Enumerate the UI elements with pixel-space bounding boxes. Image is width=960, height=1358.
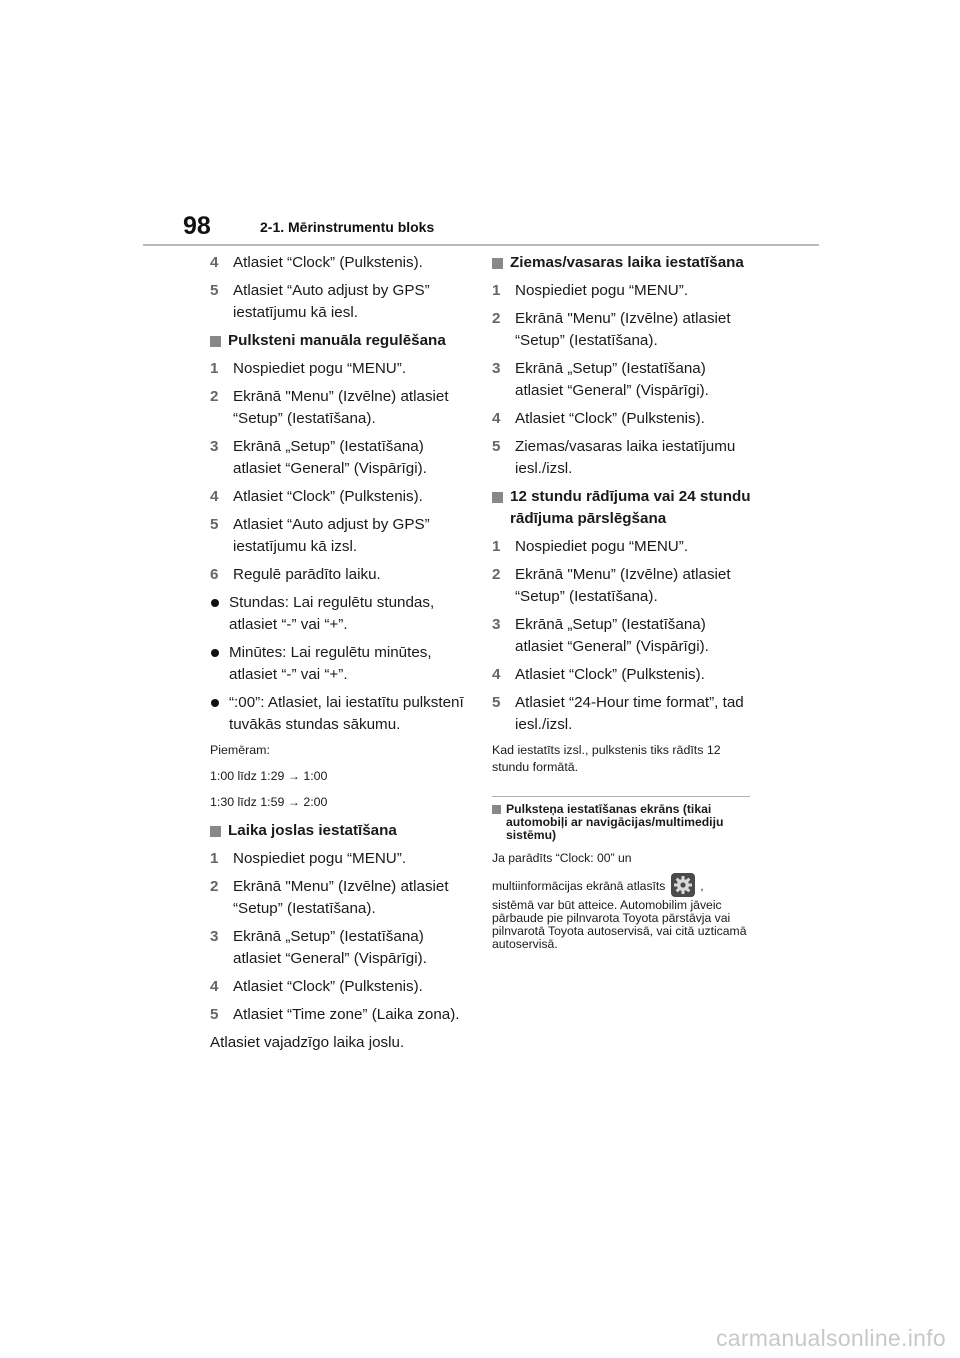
bullet-item	[210, 642, 472, 686]
section-heading-manual	[210, 330, 472, 352]
bullet-text: Minūtes: Lai regulētu minūtes, atlasiet “-” vai “+”.	[229, 644, 432, 683]
square-bullet-icon	[492, 805, 501, 814]
heading-text: Ziemas/vasaras laika iestatīšana	[510, 254, 744, 271]
arrow-right-icon: →	[287, 795, 300, 809]
example-from: 1:30 līdz 1:59	[210, 795, 285, 809]
step	[210, 564, 472, 586]
step-number: 5	[210, 1006, 219, 1023]
page-number: 98	[183, 212, 211, 240]
step-number: 2	[492, 566, 501, 583]
step	[210, 358, 472, 380]
step-text: Ekrānā „Setup” (Iestatīšana) atlasiet “General” (Vispārīgi).	[515, 360, 709, 399]
step-text: Ekrānā "Menu” (Izvēlne) atlasiet “Setup” (Iestatīšana).	[515, 310, 731, 349]
bullet-text: Stundas: Lai regulētu stundas, atlasiet “-” vai “+”.	[229, 594, 435, 633]
step-number: 3	[210, 928, 219, 945]
step-text: Nospiediet pogu “MENU”.	[515, 538, 689, 555]
step-text: Nospiediet pogu “MENU”.	[233, 360, 407, 377]
step	[210, 386, 472, 430]
step-number: 4	[210, 488, 219, 505]
step-number: 6	[210, 566, 219, 583]
square-bullet-icon	[210, 336, 221, 347]
step	[210, 848, 472, 870]
section-heading-timezone	[210, 820, 472, 842]
step	[492, 358, 756, 402]
step-number: 4	[492, 666, 501, 683]
bullet-item	[210, 592, 472, 636]
step-text: Atlasiet “Clock” (Pulkstenis).	[515, 666, 705, 683]
section-heading-format	[492, 486, 756, 530]
step-text: Atlasiet “Auto adjust by GPS” iestatījumu kā iesl.	[233, 282, 430, 321]
example-label: Piemēram:	[210, 743, 270, 757]
step-number: 2	[492, 310, 501, 327]
step-text: Atlasiet “Time zone” (Laika zona).	[233, 1006, 460, 1023]
step	[492, 308, 756, 352]
step	[210, 876, 472, 920]
step	[492, 436, 756, 480]
square-bullet-icon	[210, 826, 221, 837]
step-number: 2	[210, 878, 219, 895]
square-bullet-icon	[492, 492, 503, 503]
step	[210, 1004, 472, 1026]
note-divider	[492, 796, 750, 797]
step-text: Atlasiet “Clock” (Pulkstenis).	[515, 410, 705, 427]
right-column	[492, 252, 756, 951]
section-title: 2-1. Mērinstrumentu bloks	[260, 219, 435, 235]
step	[210, 926, 472, 970]
left-column	[210, 252, 472, 1060]
note-body	[492, 852, 756, 951]
note-text: ,	[700, 879, 704, 893]
heading-text: Laika joslas iestatīšana	[228, 822, 397, 839]
step	[492, 408, 756, 430]
step-number: 1	[210, 360, 219, 377]
heading-text: 12 stundu rādījuma vai 24 stundu rādījuma pārslēgšana	[510, 488, 751, 527]
heading-text: Pulksteni manuāla regulēšana	[228, 332, 446, 349]
step-text: Nospiediet pogu “MENU”.	[233, 850, 407, 867]
note-heading	[492, 803, 756, 842]
step-text: Regulē parādīto laiku.	[233, 566, 381, 583]
step-text: Atlasiet “Clock” (Pulkstenis).	[233, 978, 423, 995]
step	[210, 436, 472, 480]
step-number: 5	[492, 694, 501, 711]
step-text: Ekrānā „Setup” (Iestatīšana) atlasiet “General” (Vispārīgi).	[515, 616, 709, 655]
example-to: 2:00	[303, 795, 328, 809]
note-text: multiinformācijas ekrānā atlasīts	[492, 879, 666, 893]
square-bullet-icon	[492, 258, 503, 269]
note-line	[492, 873, 756, 899]
step-text: Ziemas/vasaras laika iestatījumu iesl./izsl.	[515, 438, 736, 477]
step-text: Atlasiet “24-Hour time format”, tad iesl./izsl.	[515, 694, 744, 733]
format-note: Kad iestatīts izsl., pulkstenis tiks rādīts 12 stundu formātā.	[492, 743, 721, 774]
step	[492, 692, 756, 736]
bullet-dot-icon	[211, 699, 219, 707]
step-number: 1	[210, 850, 219, 867]
step-number: 4	[210, 254, 219, 271]
arrow-right-icon: →	[287, 769, 300, 783]
example-from: 1:00 līdz 1:29	[210, 769, 285, 783]
step-number: 2	[210, 388, 219, 405]
example-line	[210, 768, 472, 785]
timezone-final: Atlasiet vajadzīgo laika joslu.	[210, 1034, 405, 1051]
example-line	[210, 794, 472, 811]
header-rule	[143, 244, 819, 246]
gear-icon	[671, 873, 695, 897]
step	[492, 664, 756, 686]
step	[492, 564, 756, 608]
step	[492, 614, 756, 658]
watermark: carmanualsonline.info	[715, 1325, 946, 1351]
step-number: 3	[492, 360, 501, 377]
step-text: Atlasiet “Auto adjust by GPS” iestatījumu kā izsl.	[233, 516, 430, 555]
step-number: 1	[492, 538, 501, 555]
example-to: 1:00	[303, 769, 328, 783]
step-number: 5	[210, 516, 219, 533]
step-text: Nospiediet pogu “MENU”.	[515, 282, 689, 299]
bullet-dot-icon	[211, 649, 219, 657]
heading-text: Pulksteņa iestatīšanas ekrāns (tikai automobiļi ar navigācijas/multimediju sistēmu)	[506, 802, 724, 842]
step-text: Atlasiet “Clock” (Pulkstenis).	[233, 488, 423, 505]
note-line: Ja parādīts “Clock: 00” un	[492, 851, 632, 865]
step-number: 3	[210, 438, 219, 455]
step-number: 3	[492, 616, 501, 633]
step-text: Atlasiet “Clock” (Pulkstenis).	[233, 254, 423, 271]
step-number: 1	[492, 282, 501, 299]
step-text: Ekrānā "Menu” (Izvēlne) atlasiet “Setup” (Iestatīšana).	[515, 566, 731, 605]
step	[210, 976, 472, 998]
step	[210, 514, 472, 558]
bullet-dot-icon	[211, 599, 219, 607]
step-number: 4	[210, 978, 219, 995]
step-text: Ekrānā "Menu” (Izvēlne) atlasiet “Setup” (Iestatīšana).	[233, 388, 449, 427]
step	[210, 252, 472, 274]
note-line: sistēmā var būt atteice. Automobilim jāveic pārbaude pie pilnvarota Toyota pārstāvja vai pilnvarotā Toyota autoservisā, vai citā uzticamā autoservisā.	[492, 898, 747, 951]
step-text: Ekrānā „Setup” (Iestatīšana) atlasiet “General” (Vispārīgi).	[233, 438, 427, 477]
step	[492, 280, 756, 302]
section-heading-dst	[492, 252, 756, 274]
step-number: 5	[492, 438, 501, 455]
step	[210, 486, 472, 508]
step-number: 5	[210, 282, 219, 299]
step-number: 4	[492, 410, 501, 427]
bullet-item	[210, 692, 472, 736]
step-text: Ekrānā "Menu” (Izvēlne) atlasiet “Setup” (Iestatīšana).	[233, 878, 449, 917]
bullet-text: “:00”: Atlasiet, lai iestatītu pulkstenī tuvākās stundas sākumu.	[229, 694, 464, 733]
step-text: Ekrānā „Setup” (Iestatīšana) atlasiet “General” (Vispārīgi).	[233, 928, 427, 967]
step	[492, 536, 756, 558]
step	[210, 280, 472, 324]
